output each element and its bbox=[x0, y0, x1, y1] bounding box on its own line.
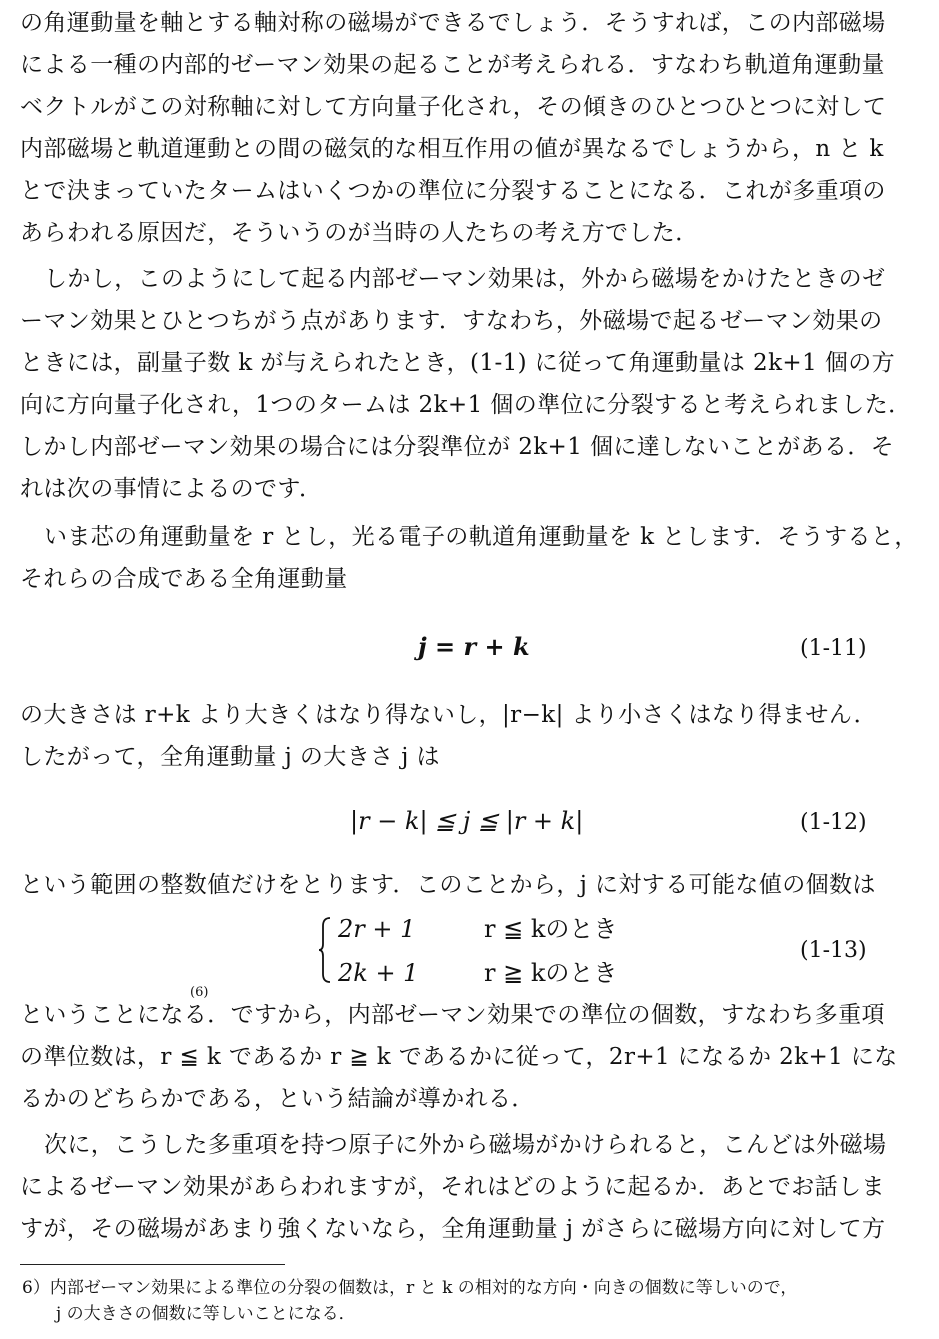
footnote-rule bbox=[20, 1264, 285, 1265]
paragraph-4-line-2: したがって，全角運動量 j の大きさ j は bbox=[20, 744, 440, 770]
paragraph-7-line-2: によるゼーマン効果があらわれますが，それはどのように起るか．あとでお話しま bbox=[20, 1174, 885, 1200]
paragraph-2-line-1: しかし，このようにして起る内部ゼーマン効果は，外から磁場をかけたときのゼ bbox=[44, 266, 886, 292]
paragraph-4-line-1: の大きさは r+k より大きくはなり得ないし，|r−k| より小さくはなり得ません． bbox=[20, 702, 878, 728]
paragraph-6-line-1: ということになる．ですから，内部ゼーマン効果での準位の個数，すなわち多重項 bbox=[20, 1002, 885, 1028]
paragraph-2-line-5: しかし内部ゼーマン効果の場合には分裂準位が 2k+1 個に達しないことがある．そ bbox=[20, 434, 895, 460]
paragraph-1-line-4: 内部磁場と軌道運動との間の磁気的な相互作用の値が異なるでしょうから，n と k bbox=[20, 136, 884, 162]
paragraph-6-line-2: の準位数は，r ≦ k であるか r ≧ k であるかに従って，2r+1 になるか 2k+1 にな bbox=[20, 1044, 898, 1070]
equation-1-13-case-2-condition: r ≧ kのとき bbox=[484, 959, 618, 987]
paragraph-2-line-2: ーマン効果とひとつちがう点があります．すなわち，外磁場で起るゼーマン効果の bbox=[20, 308, 883, 334]
equation-1-12: |r − k| ≦ j ≦ |r + k| bbox=[350, 807, 584, 835]
footnote-line-1: 6）内部ゼーマン効果による準位の分裂の個数は，r と k の相対的な方向・向きの個数に等しいので， bbox=[22, 1278, 798, 1298]
paragraph-2-line-6: れは次の事情によるのです． bbox=[20, 476, 323, 502]
equation-number-1-13: (1-13) bbox=[800, 938, 867, 963]
paragraph-1-line-6: あらわれる原因だ，そういうのが当時の人たちの考え方でした． bbox=[20, 220, 699, 246]
footnote-line-2: j の大きさの個数に等しいことになる． bbox=[56, 1304, 356, 1324]
paragraph-1-line-1: の角運動量を軸とする軸対称の磁場ができるでしょう．そうすれば，この内部磁場 bbox=[20, 10, 886, 36]
paragraph-6-line-3: るかのどちらかである，という結論が導かれる． bbox=[20, 1086, 535, 1112]
paragraph-3-line-2: それらの合成である全角運動量 bbox=[20, 566, 348, 592]
paragraph-3-line-1: いま芯の角運動量を r とし，光る電子の軌道角運動量を k とします．そうすると， bbox=[44, 524, 918, 550]
paragraph-1-line-2: による一種の内部的ゼーマン効果の起ることが考えられる．すなわち軌道角運動量 bbox=[20, 52, 885, 78]
paragraph-1-line-3: ベクトルがこの対称軸に対して方向量子化され，その傾きのひとつひとつに対して bbox=[20, 94, 887, 120]
paragraph-1-line-5: とで決まっていたタームはいくつかの準位に分裂することになる．これが多重項の bbox=[20, 178, 886, 204]
paragraph-7-line-3: すが，その磁場があまり強くないなら，全角運動量 j がさらに磁場方向に対して方 bbox=[20, 1216, 886, 1242]
equation-1-11: j = r + k bbox=[418, 632, 530, 661]
equation-1-13-case-1-condition: r ≦ kのとき bbox=[484, 915, 618, 943]
equation-1-13-case-1-value: 2r + 1 bbox=[338, 915, 416, 943]
paragraph-2-line-3: ときには，副量子数 k が与えられたとき，(1-1) に従って角運動量は 2k+1 個の方 bbox=[20, 350, 896, 376]
left-brace bbox=[318, 916, 332, 984]
equation-1-13-case-2-value: 2k + 1 bbox=[338, 959, 419, 987]
equation-number-1-12: (1-12) bbox=[800, 810, 867, 835]
paragraph-5-line-1: という範囲の整数値だけをとります．このことから，j に対する可能な値の個数は bbox=[20, 872, 876, 898]
paragraph-7-line-1: 次に，こうした多重項を持つ原子に外から磁場がかけられると，こんどは外磁場 bbox=[44, 1132, 887, 1158]
footnote-marker: (6) bbox=[190, 985, 209, 1000]
equation-number-1-11: (1-11) bbox=[800, 636, 867, 661]
paragraph-2-line-4: 向に方向量子化され，1つのタームは 2k+1 個の準位に分裂すると考えられました． bbox=[20, 392, 912, 418]
